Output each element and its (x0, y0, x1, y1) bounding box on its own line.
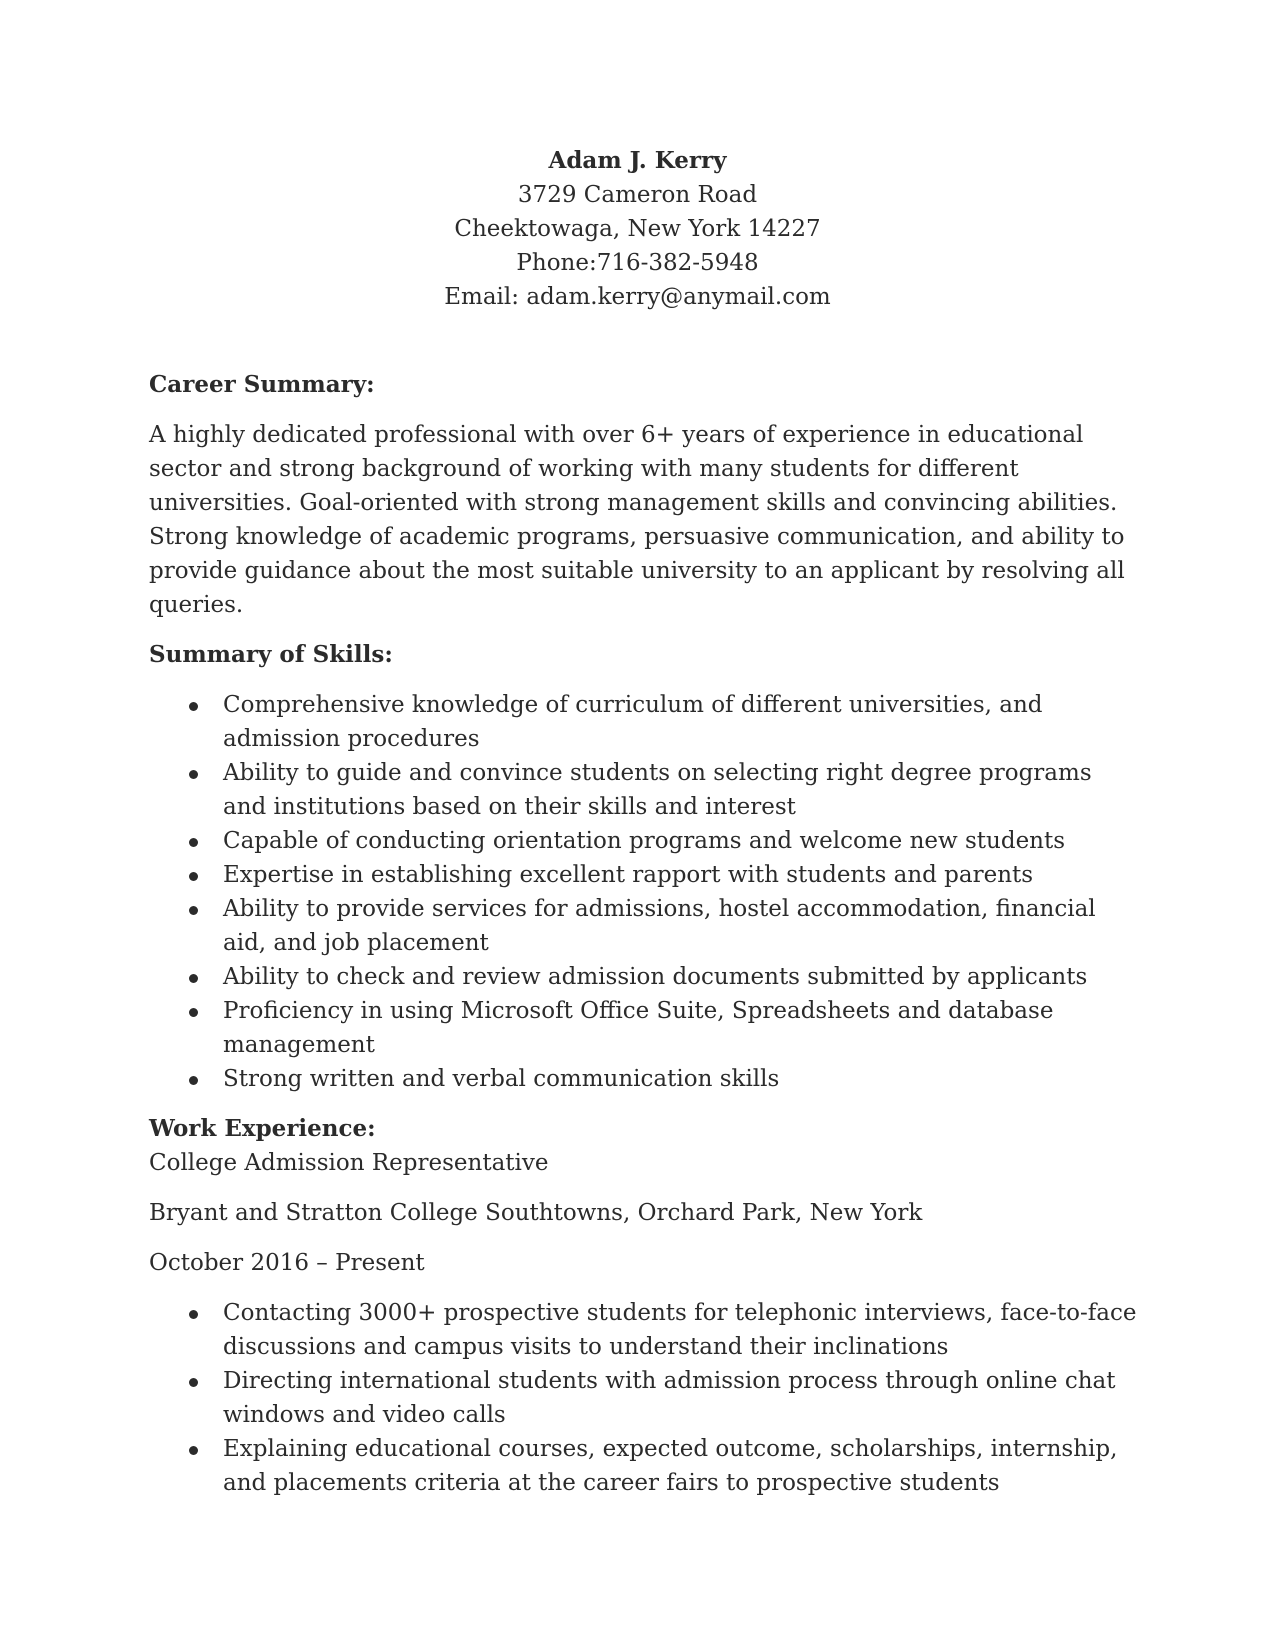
skill-text: Expertise in establishing excellent rapport with students and parents (223, 862, 1034, 888)
bullet-icon (189, 1378, 198, 1387)
bullet-icon (189, 1076, 198, 1085)
skill-text: Comprehensive knowledge of curriculum of different universities, and admission procedures (223, 692, 1043, 752)
responsibility-text: Contacting 3000+ prospective students for telephonic interviews, face-to-face discussions and campus visits to understand their inclinations (223, 1300, 1137, 1360)
contact-header (0, 144, 1275, 314)
bullet-icon (189, 838, 198, 847)
skill-text: Ability to guide and convince students on selecting right degree programs and institutions based on their skills and interest (223, 760, 1092, 820)
list-item (149, 858, 1139, 892)
email-address: Email: adam.kerry@anymail.com (444, 284, 831, 310)
skill-text: Strong written and verbal communication skills (223, 1066, 780, 1092)
skill-text: Ability to provide services for admissions, hostel accommodation, financial aid, and job placement (223, 896, 1096, 956)
skill-text: Ability to check and review admission documents submitted by applicants (223, 964, 1088, 990)
list-item (149, 824, 1139, 858)
list-item (149, 1432, 1139, 1500)
bullet-icon (189, 770, 198, 779)
list-item (149, 892, 1139, 960)
bullet-icon (189, 906, 198, 915)
resume-body (149, 368, 1139, 1500)
list-item (149, 688, 1139, 756)
skills-list (149, 688, 1139, 1096)
responsibility-text: Explaining educational courses, expected outcome, scholarships, internship, and placements criteria at the career fairs to prospective students (223, 1436, 1118, 1496)
list-item (149, 994, 1139, 1062)
work-experience-heading: Work Experience: (149, 1115, 376, 1142)
employer: Bryant and Stratton College Southtowns, Orchard Park, New York (149, 1200, 923, 1226)
list-item (149, 960, 1139, 994)
employment-dates: October 2016 – Present (149, 1250, 425, 1276)
bullet-icon (189, 1310, 198, 1319)
bullet-icon (189, 1008, 198, 1017)
address-line-1: 3729 Cameron Road (517, 182, 758, 208)
address-line-2: Cheektowaga, New York 14227 (454, 216, 821, 242)
responsibility-text: Directing international students with admission process through online chat windows and video calls (223, 1368, 1116, 1428)
bullet-icon (189, 702, 198, 711)
phone-number: Phone:716-382-5948 (516, 250, 759, 276)
job-title: College Admission Representative (149, 1150, 549, 1176)
list-item (149, 1296, 1139, 1364)
career-summary-text: A highly dedicated professional with over 6+ years of experience in educational sector and strong background of working with many students for different universities. Goal-oriented with strong management skills and convincing abilities. Strong knowledge of academic programs, persuasive communication, and ability to provide guidance about the most suitable university to an applicant by resolving all queries. (149, 422, 1125, 618)
bullet-icon (189, 974, 198, 983)
bullet-icon (189, 1446, 198, 1455)
skill-text: Proficiency in using Microsoft Office Suite, Spreadsheets and database management (223, 998, 1054, 1058)
candidate-name: Adam J. Kerry (548, 147, 727, 174)
career-summary-heading: Career Summary: (149, 371, 375, 398)
responsibilities-list (149, 1296, 1139, 1500)
list-item (149, 1062, 1139, 1096)
bullet-icon (189, 872, 198, 881)
list-item (149, 1364, 1139, 1432)
skill-text: Capable of conducting orientation programs and welcome new students (223, 828, 1066, 854)
skills-heading: Summary of Skills: (149, 641, 393, 668)
list-item (149, 756, 1139, 824)
